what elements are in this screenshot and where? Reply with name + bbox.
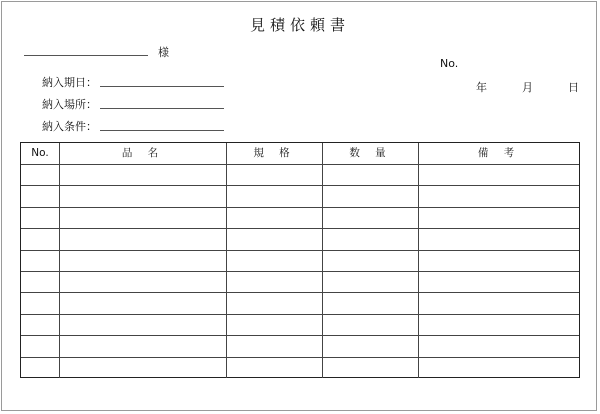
table-row <box>21 335 579 356</box>
cell-quantity[interactable] <box>322 315 418 335</box>
cell-no[interactable] <box>21 165 59 185</box>
delivery-date-field <box>42 74 97 90</box>
cell-no[interactable] <box>21 336 59 356</box>
table-row <box>21 228 579 249</box>
table-row <box>21 271 579 292</box>
cell-no[interactable] <box>21 186 59 206</box>
cell-remarks[interactable] <box>418 272 579 292</box>
table-row <box>21 357 579 378</box>
date-day-label: 日 <box>568 81 579 94</box>
cell-remarks[interactable] <box>418 336 579 356</box>
table-row <box>21 250 579 271</box>
cell-item-name[interactable] <box>59 272 226 292</box>
cell-item-name[interactable] <box>59 229 226 249</box>
cell-item-name[interactable] <box>59 165 226 185</box>
table-row <box>21 164 579 185</box>
header-no: No. <box>31 147 49 159</box>
cell-no[interactable] <box>21 358 59 378</box>
cell-remarks[interactable] <box>418 293 579 313</box>
cell-remarks[interactable] <box>418 315 579 335</box>
cell-specification[interactable] <box>226 186 322 206</box>
cell-no[interactable] <box>21 208 59 228</box>
cell-specification[interactable] <box>226 315 322 335</box>
delivery-place-field <box>42 96 97 112</box>
table-row <box>21 207 579 228</box>
cell-quantity[interactable] <box>322 208 418 228</box>
delivery-place-input-line[interactable] <box>100 108 224 109</box>
cell-no[interactable] <box>21 251 59 271</box>
header-specification: 規 格 <box>226 143 322 164</box>
cell-quantity[interactable] <box>322 229 418 249</box>
cell-quantity[interactable] <box>322 293 418 313</box>
delivery-place-label: 納入場所： <box>42 98 97 111</box>
cell-specification[interactable] <box>226 229 322 249</box>
table-row <box>21 314 579 335</box>
table-row <box>21 292 579 313</box>
cell-specification[interactable] <box>226 208 322 228</box>
cell-quantity[interactable] <box>322 186 418 206</box>
cell-remarks[interactable] <box>418 251 579 271</box>
cell-specification[interactable] <box>226 251 322 271</box>
document-number-label: No. <box>440 57 459 70</box>
cell-item-name[interactable] <box>59 358 226 378</box>
addressee-suffix: 様 <box>158 46 169 59</box>
table-header-row <box>21 143 579 164</box>
cell-no[interactable] <box>21 315 59 335</box>
cell-quantity[interactable] <box>322 165 418 185</box>
cell-item-name[interactable] <box>59 315 226 335</box>
cell-item-name[interactable] <box>59 336 226 356</box>
cell-item-name[interactable] <box>59 293 226 313</box>
cell-quantity[interactable] <box>322 336 418 356</box>
delivery-date-input-line[interactable] <box>100 86 224 87</box>
cell-no[interactable] <box>21 229 59 249</box>
addressee-field-line[interactable] <box>24 55 148 56</box>
delivery-terms-field <box>42 118 97 134</box>
cell-no[interactable] <box>21 272 59 292</box>
cell-no[interactable] <box>21 293 59 313</box>
date-year-label: 年 <box>476 81 487 94</box>
cell-remarks[interactable] <box>418 165 579 185</box>
date-month-label: 月 <box>522 81 533 94</box>
cell-quantity[interactable] <box>322 272 418 292</box>
header-item-name: 品 名 <box>59 143 226 164</box>
cell-item-name[interactable] <box>59 208 226 228</box>
document-title: 見積依頼書 <box>249 16 350 34</box>
cell-specification[interactable] <box>226 358 322 378</box>
cell-item-name[interactable] <box>59 186 226 206</box>
cell-specification[interactable] <box>226 336 322 356</box>
quote-table <box>20 142 580 378</box>
table-row <box>21 185 579 206</box>
cell-remarks[interactable] <box>418 358 579 378</box>
delivery-terms-input-line[interactable] <box>100 130 224 131</box>
cell-specification[interactable] <box>226 293 322 313</box>
cell-specification[interactable] <box>226 272 322 292</box>
cell-remarks[interactable] <box>418 208 579 228</box>
cell-remarks[interactable] <box>418 186 579 206</box>
cell-quantity[interactable] <box>322 358 418 378</box>
delivery-date-label: 納入期日： <box>42 76 97 89</box>
cell-item-name[interactable] <box>59 251 226 271</box>
header-remarks: 備 考 <box>418 143 579 164</box>
cell-quantity[interactable] <box>322 251 418 271</box>
header-quantity: 数 量 <box>322 143 418 164</box>
delivery-terms-label: 納入条件： <box>42 120 97 133</box>
cell-specification[interactable] <box>226 165 322 185</box>
cell-remarks[interactable] <box>418 229 579 249</box>
